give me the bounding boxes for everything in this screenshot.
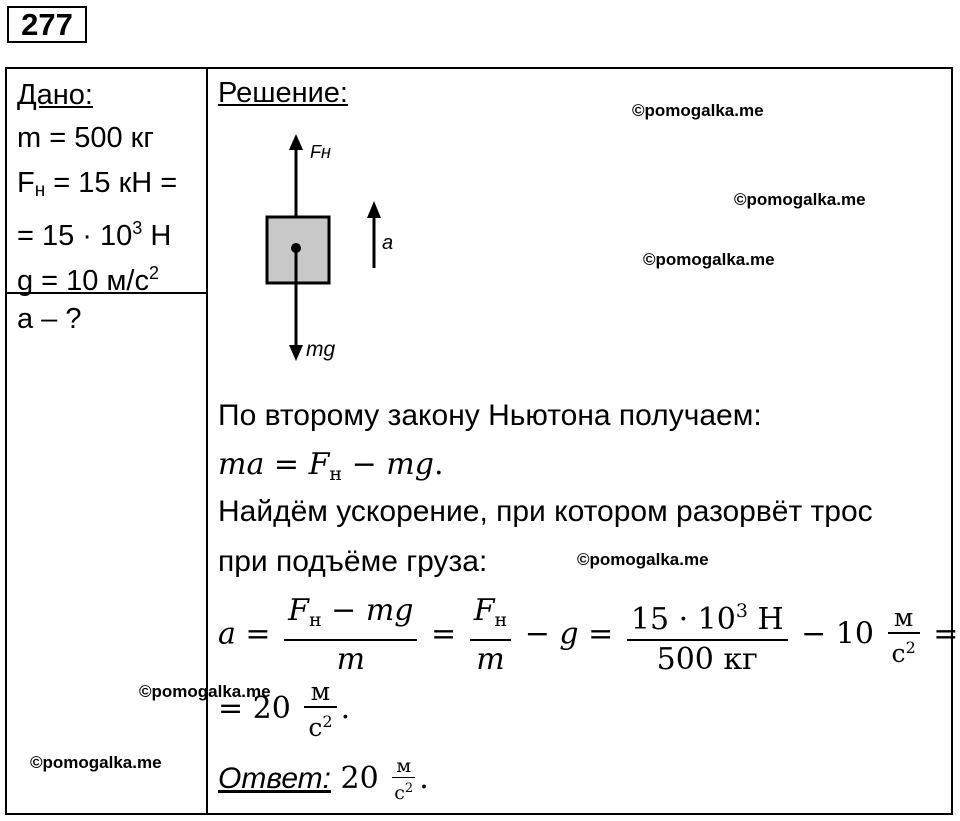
given-title: Дано: xyxy=(17,79,93,111)
fraction-values: $\frac{15 \cdot 10^3 Н}{500 кг}$ xyxy=(627,592,788,679)
unknown-quantity: а – ? xyxy=(17,303,82,335)
watermark: ©pomogalka.me xyxy=(632,101,764,120)
answer-unit-fraction: $\frac{м}{с^2}$ xyxy=(394,755,414,804)
newton-law-text: По второму закону Ньютона получаем: xyxy=(218,399,762,432)
given-force: $F_н = 15$ кН = xyxy=(17,167,178,201)
acceleration-label: a xyxy=(382,232,394,254)
force-diagram xyxy=(250,128,420,368)
solution-title: Решение: xyxy=(218,77,348,109)
given-gravity: g = 10 $м/с^2$ xyxy=(17,263,160,297)
answer-label: Ответ: xyxy=(218,762,331,795)
given-force-si: = $15 \cdot 10^3$ Н xyxy=(17,218,172,252)
result-unit-fraction: $\frac{м}{с^2}$ xyxy=(304,678,336,742)
watermark: ©pomogalka.me xyxy=(30,753,162,772)
watermark: ©pomogalka.me xyxy=(734,190,866,209)
equation-acceleration: a = $\frac{F_н - mg}{m}$ = $\frac{F_н}{m}$ − g = $\frac{15 \cdot 10^3 Н}{500 кг}$ − 10 $\frac{м}{с^2}$ = xyxy=(218,593,959,677)
watermark: ©pomogalka.me xyxy=(643,250,775,269)
watermark: ©pomogalka.me xyxy=(139,682,271,701)
lifting-text: при подъёме груза: xyxy=(218,545,488,578)
find-acceleration-text: Найдём ускорение, при котором разорвёт трос xyxy=(218,495,873,528)
fraction-tension-mass: $\frac{F_н}{m}$ xyxy=(470,592,512,679)
weight-label: mg xyxy=(306,338,336,361)
tension-label: Fн xyxy=(310,142,331,162)
given-mass: m = 500 кг xyxy=(17,122,154,154)
column-divider xyxy=(206,67,208,815)
acceleration-arrowhead xyxy=(367,201,381,218)
task-number: 277 xyxy=(7,6,87,43)
equation-result: = 20 $\frac{м}{с^2}$ . xyxy=(218,677,351,742)
fraction-net-force: $\frac{F_н - mg}{m}$ xyxy=(284,592,417,679)
watermark: ©pomogalka.me xyxy=(577,550,709,569)
equation-newton: ma = $F_н$ − mg. xyxy=(218,447,444,485)
weight-arrowhead xyxy=(289,345,303,361)
tension-arrowhead xyxy=(289,134,303,150)
answer-line: Ответ: 20 $\frac{м}{с^2}$ . xyxy=(218,755,429,804)
unit-fraction: $\frac{м}{с^2}$ xyxy=(888,604,920,668)
